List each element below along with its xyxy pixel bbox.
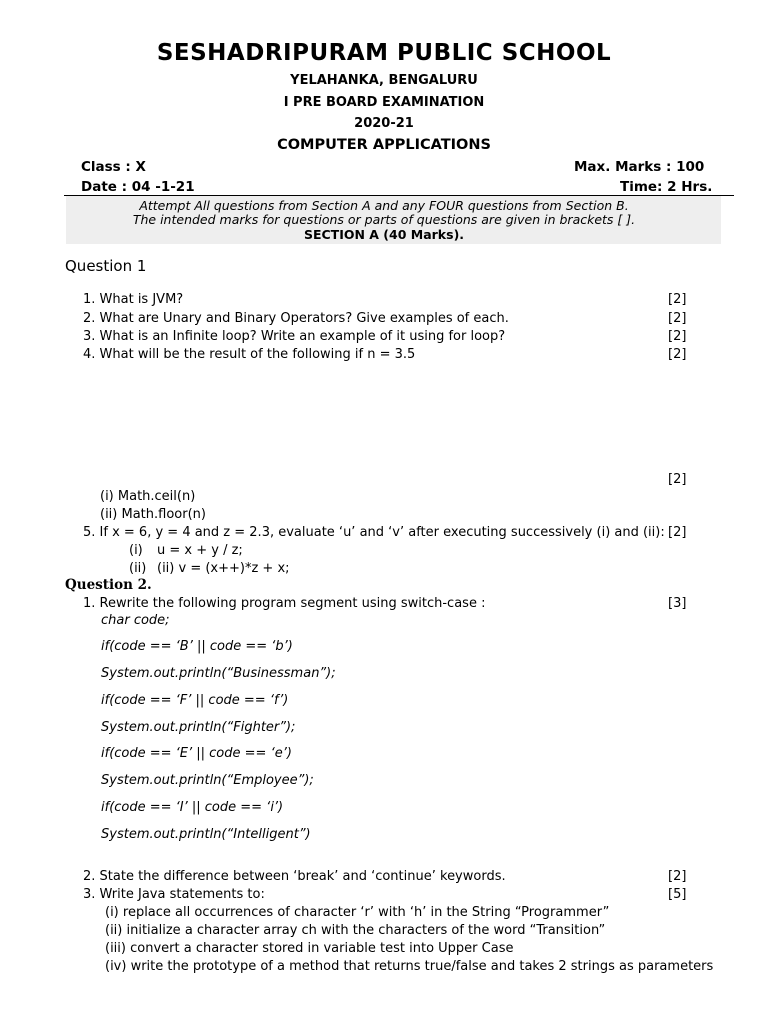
q2-item-2: 2. State the difference between ‘break’ and ‘continue’ keywords. — [83, 869, 506, 884]
exam-time: Time: 2 Hrs. — [620, 179, 713, 195]
q2-item-1: 1. Rewrite the following program segment using switch-case : — [83, 596, 486, 611]
max-marks: Max. Marks : 100 — [574, 159, 705, 175]
code-line: System.out.println(“Intelligent”) — [101, 827, 311, 842]
question-1-heading: Question 1 — [65, 257, 147, 275]
instruction-line-1: Attempt All questions from Section A and any FOUR questions from Section B. — [139, 198, 629, 213]
q1-item-2: 2. What are Unary and Binary Operators? Give examples of each. — [83, 311, 509, 326]
question-2-heading: Question 2. — [65, 577, 152, 593]
section-a-label: SECTION A (40 Marks) — [303, 227, 460, 242]
q1-part-ceil: (i) Math.ceil(n) — [100, 489, 196, 504]
q5-part-2-num: (ii) — [129, 561, 147, 576]
code-line: System.out.println(“Fighter”); — [101, 720, 296, 735]
school-location: YELAHANKA, BENGALURU — [290, 73, 478, 88]
q2-item-2-marks: [2] — [668, 869, 687, 884]
code-line: System.out.println(“Employee”); — [101, 773, 314, 788]
q1-item-1-marks: [2] — [668, 292, 687, 307]
school-name: SESHADRIPURAM PUBLIC SCHOOL — [156, 40, 612, 66]
q1-item-5: 5. If x = 6, y = 4 and z = 2.3, evaluate ‘u’ and ‘v’ after executing successively (i) and (ii): — [83, 525, 665, 540]
q1-item-2-marks: [2] — [668, 311, 687, 326]
q1-item-4: 4. What will be the result of the following if n = 3.5 — [83, 347, 416, 362]
code-line: if(code == ‘B’ || code == ‘b’) — [101, 639, 293, 654]
class-label: Class : X — [81, 159, 146, 175]
subject-title: COMPUTER APPLICATIONS — [277, 137, 491, 153]
q2-item-3-marks: [5] — [668, 887, 687, 902]
q1-item-5-marks: [2] — [668, 525, 687, 540]
code-line: if(code == ‘F’ || code == ‘f’) — [101, 693, 289, 708]
code-line: if(code == ‘I’ || code == ‘i’) — [101, 800, 284, 815]
q3-part-ii: (ii) initialize a character array ch with the characters of the word “Transition” — [105, 923, 606, 938]
exam-name: I PRE BOARD EXAMINATION — [283, 95, 485, 110]
q1-extra-marks: [2] — [668, 472, 687, 487]
q5-part-2-expr: (ii) v = (x++)*z + x; — [157, 561, 290, 576]
q3-part-iv: (iv) write the prototype of a method that returns true/false and takes 2 strings as parameters — [105, 959, 714, 974]
q3-part-i: (i) replace all occurrences of character ‘r’ with ‘h’ in the String “Programmer” — [105, 905, 610, 920]
q1-item-1: 1. What is JVM? — [83, 292, 184, 307]
exam-year: 2020-21 — [354, 116, 414, 131]
q2-item-1-marks: [3] — [668, 596, 687, 611]
q3-part-iii: (iii) convert a character stored in variable test into Upper Case — [105, 941, 514, 956]
q5-part-1-num: (i) — [129, 543, 143, 558]
code-line: System.out.println(“Businessman”); — [101, 666, 336, 681]
q1-item-4-marks: [2] — [668, 347, 687, 362]
instruction-line-2: The intended marks for questions or parts of questions are given in brackets [ ]. — [132, 212, 636, 227]
q5-part-1-expr: u = x + y / z; — [157, 543, 243, 558]
q1-item-3: 3. What is an Infinite loop? Write an example of it using for loop? — [83, 329, 506, 344]
section-a-heading — [0, 227, 768, 242]
q1-item-3-marks: [2] — [668, 329, 687, 344]
q1-part-floor: (ii) Math.floor(n) — [100, 507, 206, 522]
q2-item-3: 3. Write Java statements to: — [83, 887, 265, 902]
code-line: if(code == ‘E’ || code == ‘e’) — [101, 746, 292, 761]
code-line: char code; — [101, 613, 170, 628]
exam-date: Date : 04 -1-21 — [81, 179, 195, 195]
section-a-dot: . — [459, 227, 465, 242]
